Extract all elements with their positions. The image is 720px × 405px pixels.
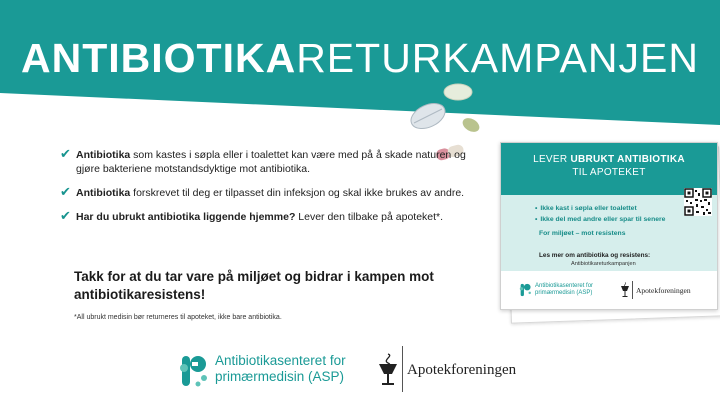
title-light: RETURKAMPANJEN: [296, 35, 699, 81]
qr-code-icon: [684, 188, 712, 216]
asp-line1: Antibiotikasenteret for: [215, 353, 346, 368]
asp-logo-icon: [178, 352, 212, 390]
check-icon: ✔: [60, 146, 71, 161]
bullet-dot-icon: •: [535, 205, 538, 212]
card-item: [535, 216, 665, 223]
apotek-logo-icon: [377, 352, 399, 388]
card-slogan: For miljøet – mot resistens: [539, 230, 626, 237]
check-icon: ✔: [60, 208, 71, 223]
card-asp-line1: Antibiotikasenteret for: [535, 283, 594, 289]
card-item-text: Ikke kast i søpla eller toalettet: [540, 205, 637, 212]
card-apotek-name: Apotekforeningen: [636, 286, 691, 295]
card-website: Antibiotikareturkampanjen: [571, 261, 636, 267]
bullet-bold: Antibiotika: [76, 187, 131, 199]
asp-name: [215, 353, 346, 385]
divider: [402, 346, 403, 392]
card-learn-more: Les mer om antibiotika og resistens:: [539, 252, 651, 259]
bullet-list: [60, 148, 480, 234]
apotek-name: Apotekforeningen: [407, 362, 517, 378]
card-footer: [501, 271, 717, 309]
bullet-text: som kastes i søpla eller i toalettet kan være med på å skade naturen og gjøre bakteriene motstandsdyktige mot antibiotika.: [76, 149, 466, 175]
footnote: *All ubrukt medisin bør returneres til apoteket, ikke bare antibiotika.: [74, 314, 282, 321]
card-line1-bold: UBRUKT ANTIBIOTIKA: [570, 154, 685, 165]
card-item-text: Ikke del med andre eller spar til senere: [540, 216, 666, 223]
apotek-logo-icon: [619, 281, 631, 299]
asp-line2: primærmedisin (ASP): [215, 369, 345, 384]
return-card: [500, 142, 718, 310]
bullet-dot-icon: •: [535, 216, 538, 223]
bullet-item: [60, 210, 480, 224]
check-icon: ✔: [60, 184, 71, 199]
asp-logo-icon: [519, 282, 533, 298]
bullet-item: [60, 186, 480, 200]
bullet-bold: Har du ubrukt antibiotika liggende hjemme?: [76, 211, 296, 223]
card-line1: [501, 153, 717, 166]
card-item: [535, 205, 637, 212]
card-line1-light: LEVER: [533, 154, 571, 165]
bullet-text: Lever den tilbake på apoteket*.: [295, 211, 444, 223]
title-bold: ANTIBIOTIKA: [21, 35, 297, 81]
card-line2: TIL APOTEKET: [572, 167, 646, 178]
page-title: [0, 34, 720, 82]
thanks-message: Takk for at du tar vare på miljøet og bidrar i kampen mot antibiotikaresistens!: [74, 269, 434, 302]
card-asp-line2: primærmedisin (ASP): [535, 290, 593, 296]
bullet-bold: Antibiotika: [76, 149, 131, 161]
card-asp-name: [535, 283, 593, 297]
bullet-item: [60, 148, 480, 176]
divider: [632, 281, 633, 299]
bullet-text: forskrevet til deg er tilpasset din infeksjon og skal ikke brukes av andre.: [130, 187, 465, 199]
